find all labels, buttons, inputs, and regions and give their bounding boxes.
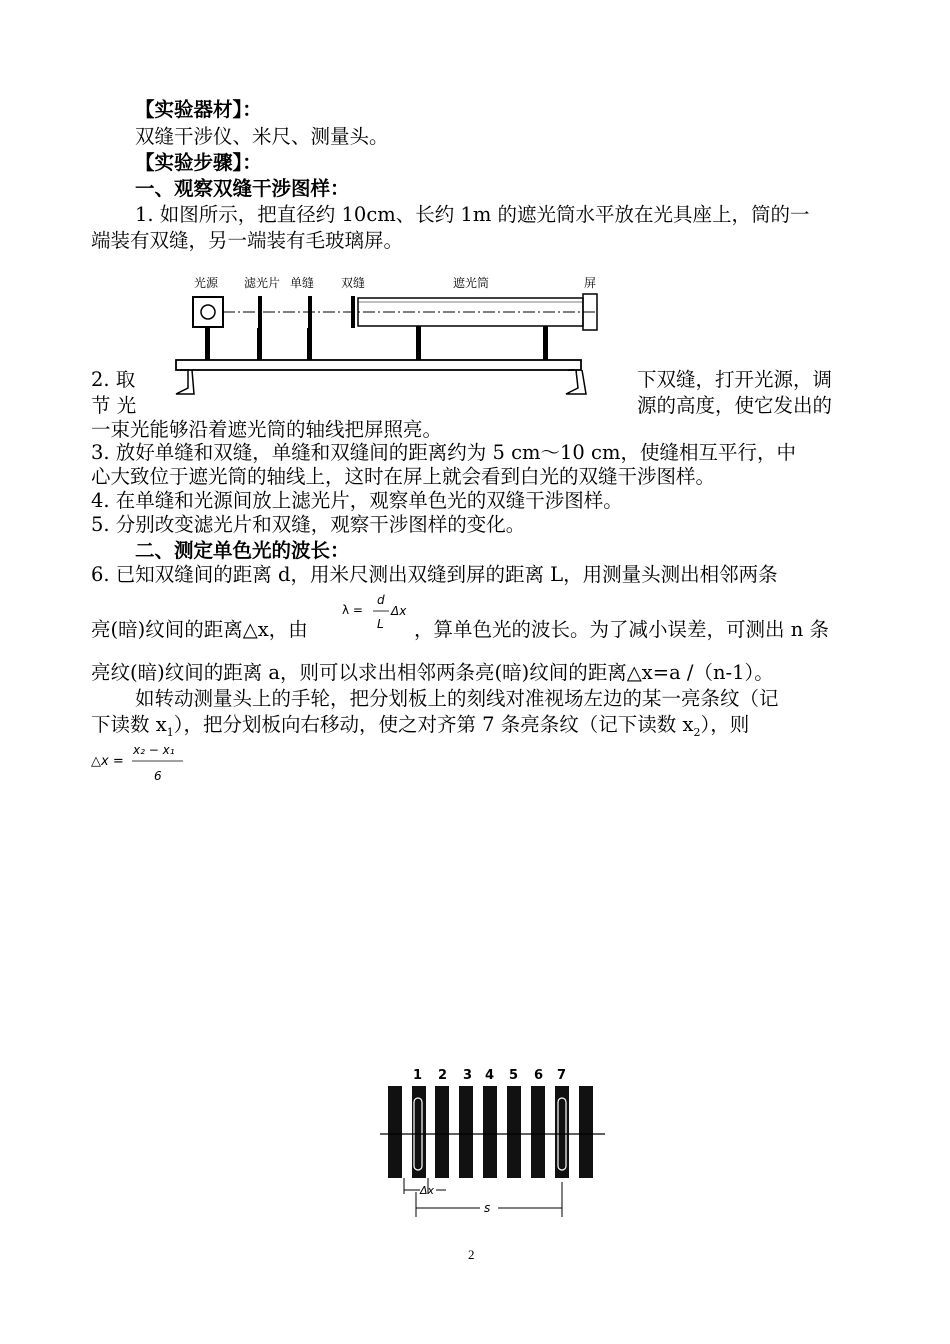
post-single-slit — [307, 328, 312, 360]
formula1-tail: Δx — [391, 604, 407, 618]
step1-line2: 端装有双缝，另一端装有毛玻璃屏。 — [91, 229, 404, 252]
formula1-denominator: L — [377, 617, 384, 631]
label-double-slit: 双缝 — [341, 276, 366, 290]
label-tube: 遮光筒 — [453, 276, 490, 290]
fringe-bars — [388, 1086, 593, 1178]
lamp-box — [193, 297, 223, 327]
label-filter: 滤光片 — [244, 276, 281, 290]
fringe-diagram — [380, 1062, 605, 1222]
fringe-bar — [435, 1086, 449, 1178]
label-single-slit: 单缝 — [290, 276, 315, 290]
step2-left-line2: 节 光 — [91, 394, 137, 417]
steps-heading: 【实验步骤】： — [135, 151, 262, 174]
post-tube-1 — [416, 326, 421, 360]
bench-foot-left — [176, 370, 194, 394]
fringe-number: 3 — [463, 1068, 473, 1083]
step6-line1: 6. 已知双缝间的距离 d，用米尺测出双缝到屏的距离 L，用测量头测出相邻两条 — [91, 563, 778, 586]
fringe-bar — [531, 1086, 545, 1178]
dx-label: Δx — [420, 1184, 435, 1197]
materials-text: 双缝干涉仪、米尺、测量头。 — [135, 125, 389, 148]
step1-line1: 1. 如图所示，把直径约 10cm、长约 1m 的遮光筒水平放在光具座上，筒的一 — [135, 203, 810, 226]
fringe-number: 7 — [557, 1068, 567, 1083]
step2-right-line2: 源的高度，使它发出的 — [637, 394, 833, 417]
fringe-number: 4 — [485, 1068, 495, 1083]
apparatus-diagram — [168, 268, 618, 418]
fringe-bar — [388, 1086, 402, 1178]
label-light-source: 光源 — [194, 276, 219, 290]
step7-text-c: ），则 — [700, 713, 750, 736]
step4-line: 4. 在单缝和光源间放上滤光片，观察单色光的双缝干涉图样。 — [91, 489, 623, 512]
formula1-lhs: λ = — [342, 603, 363, 617]
formula2-lhs: △x = — [91, 754, 124, 769]
formula1-numerator: d — [377, 593, 385, 607]
bench-foot-right — [566, 370, 586, 394]
part2-heading: 二、测定单色光的波长： — [135, 539, 350, 562]
single-slit-plate — [308, 296, 312, 328]
step2-left-line1: 2. 取 — [91, 368, 136, 391]
fringe-number: 5 — [509, 1068, 519, 1083]
dx-formula — [91, 740, 191, 786]
step2-right-line1: 下双缝，打开光源，调 — [637, 368, 833, 391]
part1-heading: 一、观察双缝干涉图样： — [135, 177, 350, 200]
fringe-number: 1 — [413, 1068, 423, 1083]
step6-line2-part2: ，算单色光的波长。为了减小误差，可测出 n 条 — [414, 618, 829, 641]
step3-line2: 心大致位于遮光筒的轴线上，这时在屏上就会看到白光的双缝干涉图样。 — [91, 465, 716, 488]
step6-line2-part1: 亮(暗)纹间的距离△x，由 — [91, 618, 308, 641]
step7-text-b: ），把分划板向右移动，使之对齐第 7 条亮条纹（记下读数 x — [173, 713, 694, 736]
bench-rail — [176, 360, 581, 370]
step2-line3: 一束光能够沿着遮光筒的轴线把屏照亮。 — [91, 418, 443, 441]
formula2-numerator: x₂ − x₁ — [133, 743, 175, 757]
step6-line3: 亮纹(暗)纹间的距离 a，则可以求出相邻两条亮(暗)纹间的距离△x=a /（n-1）。 — [91, 661, 774, 684]
fringe-number: 2 — [438, 1068, 448, 1083]
step7-line1: 如转动测量头上的手轮，把分划板上的刻线对准视场左边的某一亮条纹（记 — [135, 687, 779, 710]
double-slit-plate — [351, 296, 355, 328]
step3-line1: 3. 放好单缝和双缝，单缝和双缝间的距离约为 5 cm～10 cm，使缝相互平行，中 — [91, 441, 796, 464]
fringe-bar — [555, 1086, 569, 1178]
fringe-bar — [459, 1086, 473, 1178]
step5-line: 5. 分别改变滤光片和双缝，观察干涉图样的变化。 — [91, 513, 526, 536]
materials-heading: 【实验器材】： — [135, 98, 262, 121]
filter-plate — [258, 296, 262, 328]
step7-subscript-2: 2 — [693, 725, 701, 739]
post-filter — [257, 328, 262, 360]
page-number: 2 — [468, 1247, 475, 1262]
fringe-number: 6 — [534, 1068, 544, 1083]
post-lamp — [205, 328, 210, 360]
bulb-icon — [201, 305, 215, 319]
formula2-denominator: 6 — [154, 769, 162, 783]
fringe-bar — [579, 1086, 593, 1178]
step7-subscript-1: 1 — [166, 725, 174, 739]
post-tube-2 — [543, 326, 548, 360]
wavelength-formula — [342, 592, 414, 638]
s-label: s — [484, 1201, 491, 1215]
fringe-bar — [507, 1086, 521, 1178]
step7-text-a: 下读数 x — [91, 713, 167, 736]
fringe-bar — [483, 1086, 497, 1178]
label-screen: 屏 — [584, 276, 597, 290]
